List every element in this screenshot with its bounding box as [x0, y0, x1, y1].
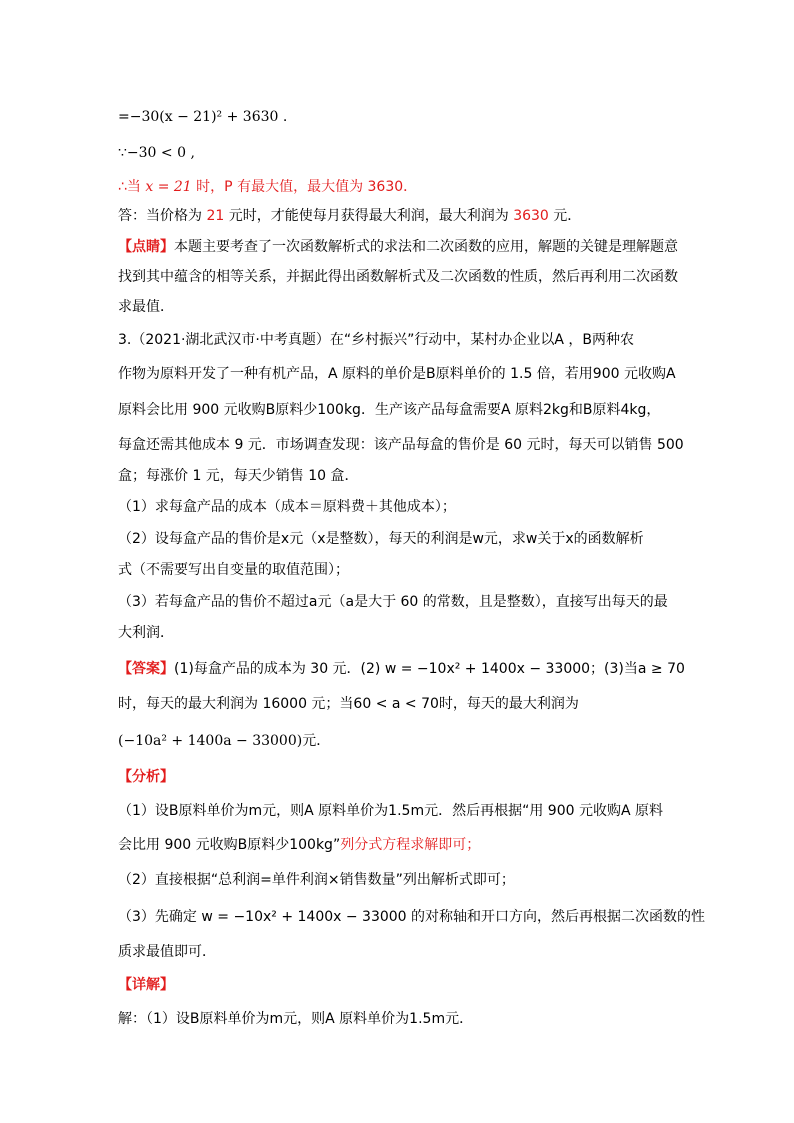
- analysis-line-3: （2）直接根据“总利润=单件利润×销售数量”列出解析式即可；: [118, 872, 515, 888]
- analysis-heading: 【分析】: [118, 769, 174, 785]
- point-line-2: 找到其中蕴含的相等关系，并据此得出函数解析式及二次函数的性质，然后再利用二次函数: [118, 269, 678, 285]
- subquestion-3a: （3）若每盒产品的售价不超过a元（a是大于 60 的常数，且是整数），直接写出每天的最: [118, 594, 668, 610]
- question-line-3: 原料会比用 900 元收购B原料少100kg．生产该产品每盒需要A 原料2kg和B原料4kg，: [118, 402, 661, 418]
- point-line-1: 【点睛】本题主要考查了一次函数解析式的求法和二次函数的应用，解题的关键是理解题意: [118, 239, 678, 255]
- question-line-4: 每盒还需其他成本 9 元．市场调查发现：该产品每盒的售价是 60 元时，每天可以销售 500: [118, 437, 684, 453]
- answer-line: 答：当价格为 21 元时，才能使每月获得最大利润，最大利润为 3630 元．: [118, 208, 582, 224]
- analysis-line-1: （1）设B原料单价为m元，则A 原料单价为1.5m元．然后再根据“用 900 元收购A 原料: [118, 803, 663, 819]
- subquestion-2b: 式（不需要写出自变量的取值范围）；: [118, 562, 349, 578]
- answer-section-line-3: (−10a² + 1400a − 33000)元．: [118, 733, 331, 749]
- question-line-5: 盒；每涨价 1 元，每天少销售 10 盒．: [118, 468, 359, 484]
- subquestion-1: （1）求每盒产品的成本（成本＝原料费＋其他成本）；: [118, 499, 456, 515]
- analysis-line-2: 会比用 900 元收购B原料少100kg”列分式方程求解即可；: [118, 837, 481, 853]
- answer-section-line-2: 时，每天的最大利润为 16000 元；当60 < a < 70时，每天的最大利润为: [118, 696, 579, 712]
- subquestion-2a: （2）设每盒产品的售价是x元（x是整数），每天的利润是w元，求w关于x的函数解析: [118, 531, 644, 547]
- point-line-3: 求最值．: [118, 299, 174, 315]
- question-line-2: 作物为原料开发了一种有机产品，A 原料的单价是B原料单价的 1.5 倍，若用900 元收购A: [118, 366, 676, 382]
- analysis-line-4: （3）先确定 w = −10x² + 1400x − 33000 的对称轴和开口方向，然后再根据二次函数的性: [118, 909, 706, 925]
- because-line: ∵−30 < 0 ,: [118, 145, 195, 161]
- detail-line-1: 解：（1）设B原料单价为m元，则A 原料单价为1.5m元．: [118, 1011, 474, 1027]
- equation-line-1: =−30(x − 21)² + 3630 .: [118, 109, 288, 125]
- therefore-line: ∴当 x = 21 时，P 有最大值，最大值为 3630．: [118, 179, 418, 195]
- subquestion-3b: 大利润．: [118, 625, 174, 641]
- analysis-line-5: 质求最值即可．: [118, 944, 216, 960]
- detail-heading: 【详解】: [118, 977, 174, 993]
- answer-section-line-1: 【答案】(1)每盒产品的成本为 30 元．(2) w = −10x² + 1400x − 33000；(3)当a ≥ 70: [118, 661, 685, 677]
- question-line-1: 3.（2021·湖北武汉市·中考真题）在“乡村振兴”行动中，某村办企业以A ，B两种农: [118, 332, 635, 348]
